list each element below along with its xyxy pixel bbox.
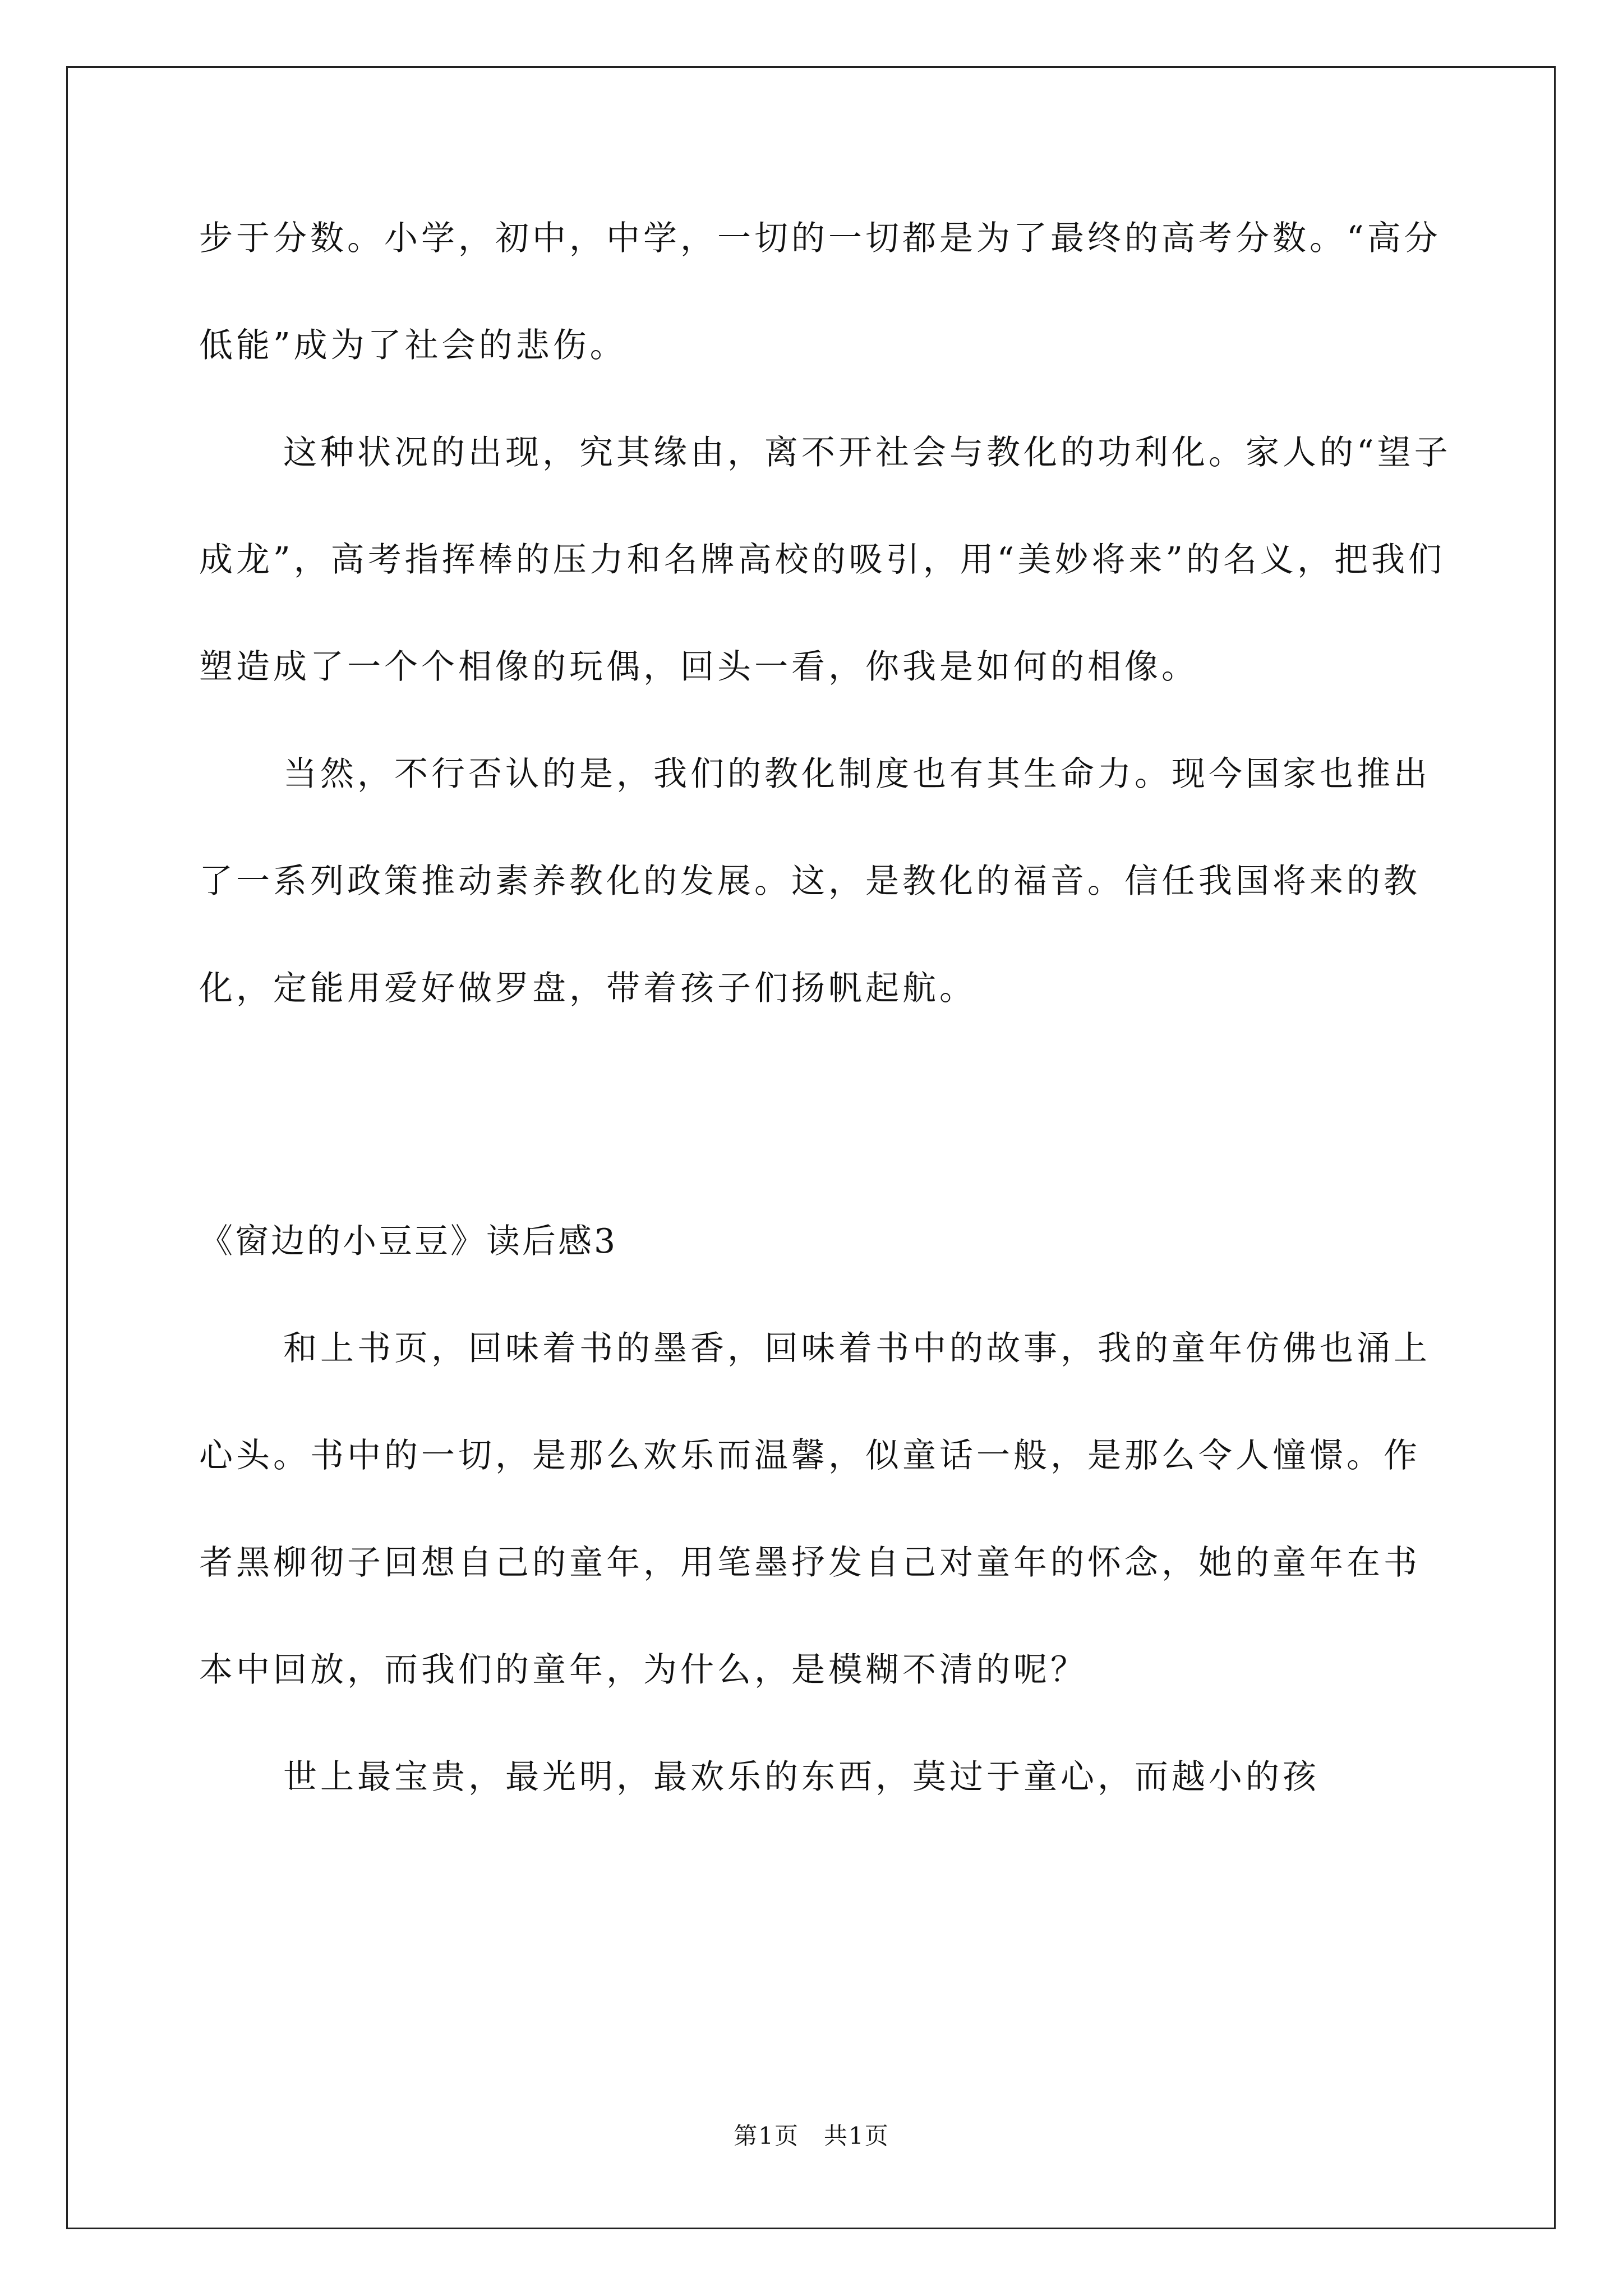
paragraph-1: 步于分数。小学，初中，中学，一切的一切都是为了最终的高考分数。“高分低能”成为了社会的悲伤。: [199, 219, 1441, 365]
paragraph-5: 世上最宝贵，最光明，最欢乐的东西，莫过于童心，而越小的孩: [283, 1757, 1320, 1797]
page-footer: 第1页 共1页: [734, 2122, 889, 2150]
paragraph-4: 和上书页，回味着书的墨香，回味着书中的故事，我的童年仿佛也涌上心头。书中的一切，是那么欢乐而温馨，似童话一般，是那么令人憧憬。作者黑柳彻子回想自己的童年，用笔墨抒发自己对童年的怀念，她的童年在书本中回放，而我们的童年，为什么，是模糊不清的呢？: [199, 1329, 1431, 1690]
paragraph-3: 当然，不行否认的是，我们的教化制度也有其生命力。现今国家也推出了一系列政策推动素养教化的发展。这，是教化的福音。信任我国将来的教化，定能用爱好做罗盘，带着孩子们扬帆起航。: [199, 754, 1431, 1008]
paragraph-2: 这种状况的出现，究其缘由，离不开社会与教化的功利化。家人的“望子成龙”，高考指挥棒的压力和名牌高校的吸引，用“美妙将来”的名义，把我们塑造成了一个个相像的玩偶，回头一看，你我是如何的相像。: [199, 433, 1451, 687]
section-heading: 《窗边的小豆豆》读后感3: [199, 1222, 618, 1261]
document-body: [199, 185, 1455, 1831]
